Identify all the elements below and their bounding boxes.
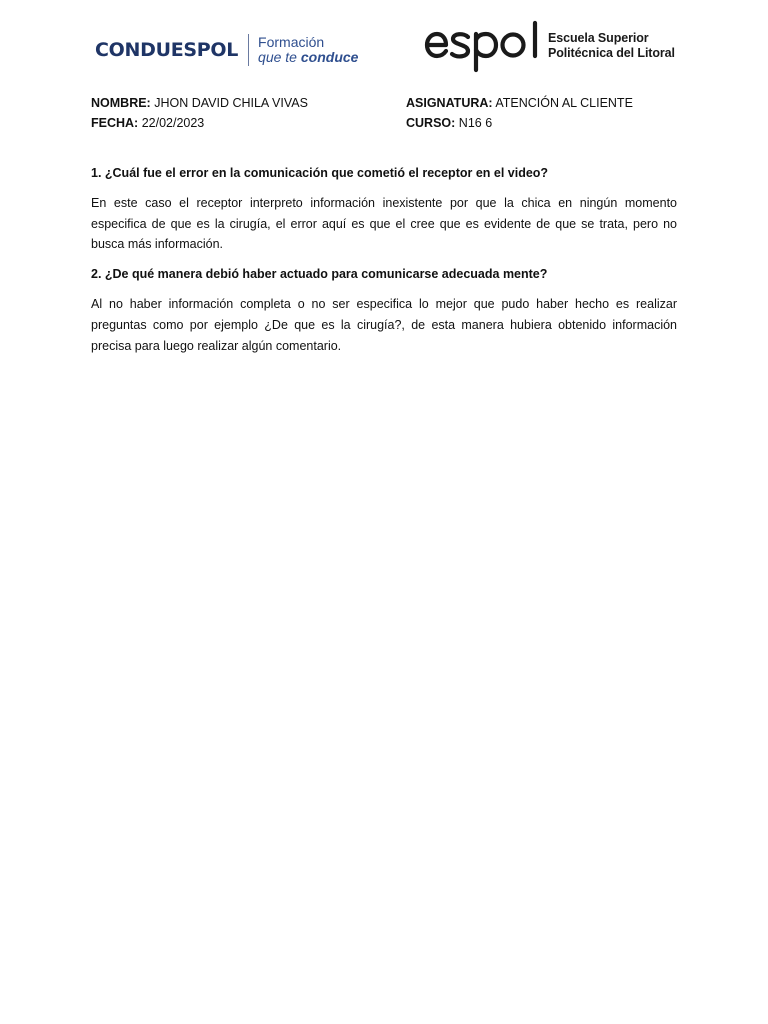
fecha-value: 22/02/2023 (141, 115, 205, 130)
asignatura-value: ATENCIÓN AL CLIENTE (495, 96, 633, 110)
asignatura-label: ASIGNATURA: (406, 96, 493, 110)
conduespol-tagline (258, 35, 358, 65)
espol-line1: Escuela Superior (548, 31, 649, 45)
fecha-label: FECHA: (91, 115, 139, 130)
conduespol-brand: CONDUESPOL (95, 39, 239, 61)
logo-divider (248, 34, 249, 66)
espol-institution-name (548, 31, 675, 61)
tagline-line2 (258, 50, 358, 65)
meta-left (91, 94, 308, 133)
fecha-row (91, 114, 308, 134)
tagline-line2-b: conduce (300, 49, 359, 65)
espol-line2: Politécnica del Litoral (548, 46, 675, 60)
answer-2: Al no haber información completa o no ser especifica lo mejor que pudo haber hecho es realizar preguntas como por ejemplo ¿De que es la cirugía?, de esta manera hubiera obtenido información precisa para luego realizar algún comentario. (91, 296, 677, 353)
nombre-value: JHON DAVID CHILA VIVAS (154, 96, 308, 110)
question-2: 2. ¿De qué manera debió haber actuado para comunicarse adecuada mente? (91, 267, 548, 282)
curso-value: N16 6 (458, 115, 493, 130)
answer-1: En este caso el receptor interpreto información inexistente por que la chica en ningún momento especifica de que es la cirugía, el error aquí es que el cree que es evidente de que se trata, pero no busca más información. (91, 195, 677, 252)
curso-label: CURSO: (406, 115, 456, 130)
tagline-line1: Formación (258, 34, 325, 50)
nombre-row (91, 94, 308, 114)
espol-logo (424, 20, 675, 74)
espol-wordmark-graphic (424, 20, 542, 74)
conduespol-logo (95, 30, 358, 70)
asignatura-row (406, 94, 633, 114)
nombre-label: NOMBRE: (91, 96, 151, 110)
question-1: 1. ¿Cuál fue el error en la comunicación que cometió el receptor en el video? (91, 166, 549, 180)
tagline-line2-a: que te (258, 49, 301, 65)
meta-right (406, 94, 633, 133)
curso-row (406, 114, 633, 134)
qa-content (91, 163, 677, 365)
